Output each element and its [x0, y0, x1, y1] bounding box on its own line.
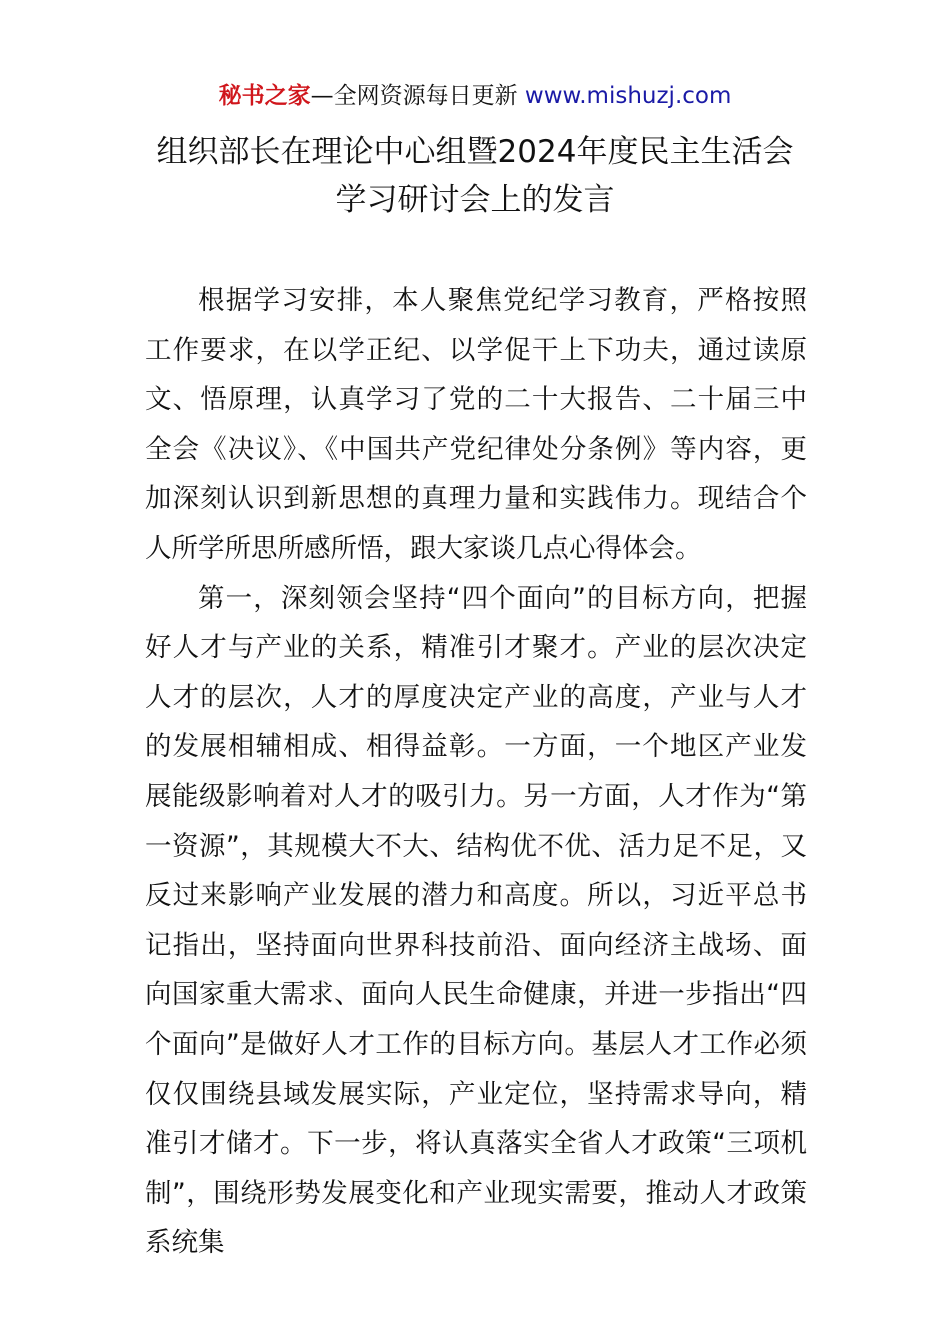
paragraph-first-point: 第一，深刻领会坚持“四个面向”的目标方向，把握好人才与产业的关系，精准引才聚才。产业的层次决定人才的层次，人才的厚度决定产业的高度，产业与人才的发展相辅相成、相得益彰。一方面，一个地区产业发展能级影响着对人才的吸引力。另一方面，人才作为“第一资源”，其规模大不大、结构优不优、活力足不足，又反过来影响产业发展的潜力和高度。所以，习近平总书记指出，坚持面向世界科技前沿、面向经济主战场、面向国家重大需求、面向人民生命健康，并进一步指出“四个面向”是做好人才工作的目标方向。基层人才工作必须仅仅围绕县域发展实际，产业定位，坚持需求导向，精准引才储才。下一步，将认真落实全省人才政策“三项机制”，围绕形势发展变化和产业现实需要，推动人才政策系统集 [145, 582, 807, 1259]
title-line-2: 学习研讨会上的发言 [335, 182, 615, 218]
document-title [60, 128, 890, 224]
paragraph-intro: 根据学习安排，本人聚焦党纪学习教育，严格按照工作要求，在以学正纪、以学促干上下功夫，通过读原文、悟原理，认真学习了党的二十大报告、二十届三中全会《决议》、《中国共产党纪律处分条例》等内容，更加深刻认识到新思想的真理力量和实践伟力。现结合个人所学所思所感所悟，跟大家谈几点心得体会。 [145, 285, 807, 564]
site-tagline: —全网资源每日更新 [310, 83, 518, 109]
brand-name: 秘书之家 [218, 83, 311, 109]
site-header [0, 80, 950, 112]
document-body [145, 276, 807, 1268]
site-url-link[interactable]: www.mishuzj.com [524, 83, 732, 109]
title-line-1: 组织部长在理论中心组暨2024年度民主生活会 [156, 134, 794, 170]
